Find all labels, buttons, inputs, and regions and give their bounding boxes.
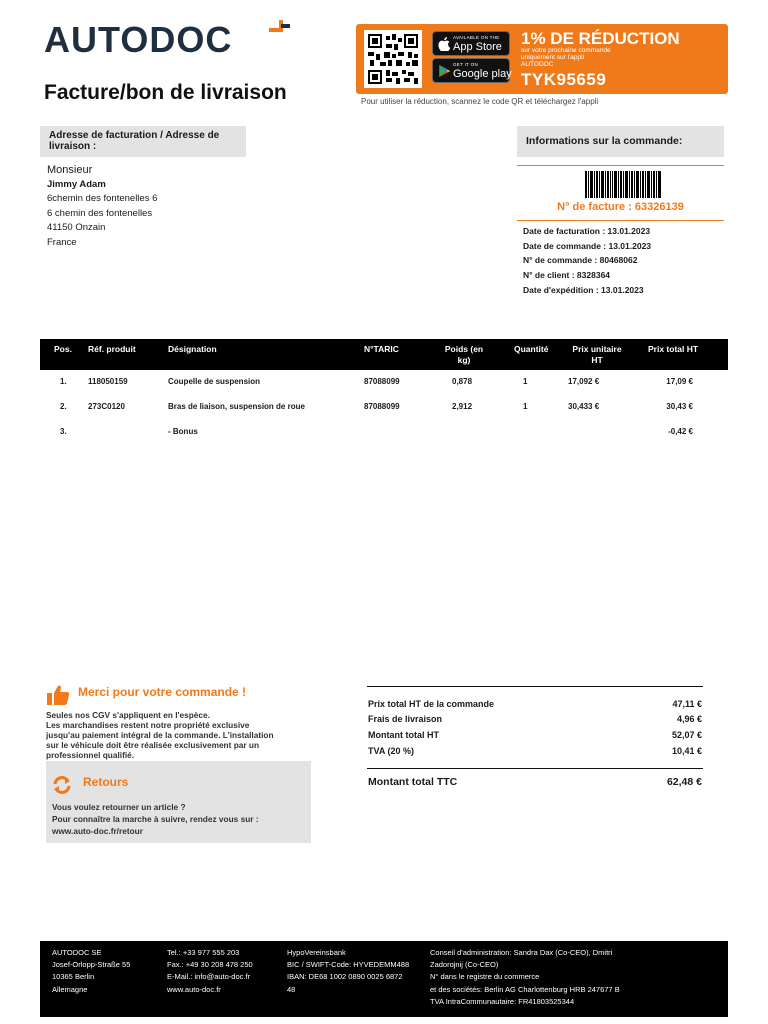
col-weight — [432, 344, 496, 366]
promo-code: TYK95659 — [521, 70, 607, 89]
cell-total: -0,42 € — [668, 427, 693, 436]
returns-line: Vous voulez retourner un article ? — [52, 802, 186, 812]
col-ref: Réf. produit — [88, 344, 136, 354]
cell-ref: 118050159 — [88, 377, 128, 386]
logo-wordmark: AUTODOC — [44, 19, 233, 60]
cell-designation: - Bonus — [168, 427, 198, 436]
cell-designation: Bras de liaison, suspension de roue — [168, 402, 305, 411]
cell-taric: 87088099 — [364, 377, 400, 386]
order-meta — [523, 224, 651, 298]
google-play-icon — [438, 64, 451, 78]
footer-legal — [430, 947, 620, 1008]
order-date: Date de commande : 13.01.2023 — [523, 240, 652, 251]
qr-code-icon — [368, 34, 418, 84]
divider — [517, 165, 724, 166]
total-label: Frais de livraison — [368, 714, 443, 724]
cell-weight: 0,878 — [452, 377, 473, 386]
promo-subtext-line: uniquement sur l'appli — [521, 54, 585, 61]
footer-company — [52, 947, 130, 996]
col-unit-price-line: HT — [591, 355, 603, 365]
footer-contact — [167, 947, 253, 996]
table-row — [40, 402, 728, 422]
footer-line: Allemagne — [52, 984, 88, 994]
cell-total: 30,43 € — [666, 402, 693, 411]
apple-icon — [438, 37, 451, 51]
address-line: 6 chemin des fontenelles — [47, 207, 153, 219]
logo-arrow-icon — [266, 16, 294, 40]
autodoc-logo — [44, 16, 294, 64]
grand-total-label: Montant total TTC — [368, 776, 458, 788]
qr-code[interactable] — [364, 30, 422, 88]
refresh-icon — [52, 775, 72, 795]
cell-pos: 2. — [60, 402, 67, 411]
footer-line: N° dans le registre du commerce — [430, 972, 540, 982]
billing-address — [47, 163, 157, 250]
col-taric: N°TARIC — [364, 344, 399, 354]
col-weight-line: kg) — [457, 355, 471, 365]
footer-line: Conseil d'administration: Sandra Dax (Co-CEO), Dmitri — [430, 948, 613, 957]
cell-unit-price: 17,092 € — [568, 377, 600, 386]
footer — [40, 941, 728, 1017]
total-label: Montant total HT — [368, 730, 439, 740]
returns-line: Pour connaître la marche à suivre, rendez vous sur : — [52, 814, 259, 824]
returns-link[interactable]: www.auto-doc.fr/retour — [52, 826, 143, 836]
thanks-title: Merci pour votre commande ! — [78, 685, 247, 699]
app-store-button[interactable] — [432, 31, 510, 56]
col-pos: Pos. — [54, 344, 72, 354]
terms-line: Seules nos CGV s'appliquent en l'espèce. — [46, 710, 210, 720]
col-total: Prix total HT — [648, 344, 699, 354]
total-value: 10,41 € — [671, 746, 702, 756]
address-country: France — [47, 236, 77, 248]
thumbs-up-icon — [46, 684, 70, 706]
cell-qty: 1 — [523, 377, 528, 386]
footer-line: AUTODOC SE — [52, 948, 102, 957]
promo-headline: 1% DE RÉDUCTION — [521, 29, 680, 48]
google-play-label: Google play — [453, 68, 512, 80]
billing-address-header: Adresse de facturation / Adresse de livraison : — [40, 126, 246, 157]
total-value: 47,11 € — [672, 699, 702, 709]
footer-line: 48 — [287, 984, 296, 994]
total-label: TVA (20 %) — [368, 746, 415, 756]
terms-text — [46, 710, 314, 760]
cell-pos: 3. — [60, 427, 67, 436]
cell-unit-price: 30,433 € — [568, 402, 600, 411]
shipping-date: Date d'expédition : 13.01.2023 — [523, 284, 644, 295]
cell-pos: 1. — [60, 377, 67, 386]
total-value: 52,07 € — [671, 730, 702, 740]
table-row — [40, 377, 728, 397]
returns-text — [52, 801, 307, 837]
total-value: 4,96 € — [676, 714, 702, 724]
cell-taric: 87088099 — [364, 402, 400, 411]
footer-email[interactable]: E-Mail.: info@auto-doc.fr — [167, 972, 251, 982]
google-play-small-text: GET IT ON — [453, 62, 479, 67]
footer-website-link[interactable]: www.auto-doc.fr — [167, 984, 221, 994]
footer-line: TVA IntraCommunautaire: FR41803525344 — [430, 996, 575, 1006]
address-line: 6chemin des fontenelles 6 — [47, 193, 158, 204]
footer-line: Zadorojnij (Co-CEO) — [430, 960, 499, 970]
terms-line: sur le véhicule doit être réalisée exclusivement par un — [46, 740, 260, 750]
terms-line: professionnel qualifié. — [46, 750, 135, 760]
app-store-label: App Store — [453, 41, 502, 53]
footer-line: Josef-Orlopp-Straße 55 — [52, 960, 131, 970]
footer-bank — [287, 947, 409, 996]
col-qty: Quantité — [514, 344, 549, 354]
footer-line: HypoVereinsbank — [287, 948, 346, 957]
promo-subtext — [521, 47, 721, 68]
terms-line: Les marchandises restent notre propriété exclusive — [46, 720, 250, 730]
footer-line: Tel.: +33 977 555 203 — [167, 948, 240, 957]
divider — [367, 768, 703, 769]
footer-line: BIC / SWIFT-Code: HYVEDEMM488 — [287, 960, 410, 970]
cell-total: 17,09 € — [666, 377, 693, 386]
app-store-small-text: AVAILABLE ON THE — [453, 35, 500, 40]
footer-line: 10365 Berlin — [52, 972, 95, 982]
table-row — [40, 427, 728, 447]
col-unit-price-line: Prix unitaire — [572, 344, 622, 354]
returns-title: Retours — [83, 775, 129, 789]
address-city: 41150 Onzain — [47, 222, 106, 233]
terms-line: jusqu'au paiement intégral de la commande. L'installation — [46, 730, 274, 740]
civility: Monsieur — [47, 164, 93, 176]
order-info-header: Informations sur la commande: — [517, 126, 724, 157]
cell-qty: 1 — [523, 402, 528, 411]
promo-subtext-line: AUTODOC — [521, 61, 554, 68]
google-play-button[interactable] — [432, 58, 510, 83]
promo-subtext-line: sur votre prochaine commande — [521, 47, 611, 54]
order-number: N° de commande : 80468062 — [523, 255, 638, 266]
cell-ref: 273C0120 — [88, 402, 125, 411]
total-label: Prix total HT de la commande — [368, 699, 495, 709]
customer-number: N° de client : 8328364 — [523, 270, 611, 281]
invoice-number: N° de facture : 63326139 — [557, 201, 684, 213]
promo-note: Pour utiliser la réduction, scannez le code QR et téléchargez l'appli — [361, 97, 599, 106]
cell-designation: Coupelle de suspension — [168, 377, 261, 386]
page-title: Facture/bon de livraison — [44, 81, 287, 104]
customer-name: Jimmy Adam — [47, 178, 106, 190]
grand-total-value: 62,48 € — [666, 776, 702, 788]
items-table-header — [40, 339, 728, 370]
cell-weight: 2,912 — [452, 402, 473, 411]
footer-line: Fax.: +49 30 208 478 250 — [167, 960, 253, 970]
app-promo-banner[interactable] — [356, 24, 728, 94]
col-designation: Désignation — [168, 344, 217, 354]
invoice-date: Date de facturation : 13.01.2023 — [523, 226, 651, 236]
returns-box — [46, 761, 311, 843]
divider — [367, 686, 703, 687]
footer-line: et des sociétés: Berlin AG Charlottenburg HRB 247677 B — [430, 984, 620, 994]
footer-line: IBAN: DE68 1002 0890 0025 6872 — [287, 972, 403, 982]
divider — [517, 220, 724, 221]
barcode-icon — [585, 171, 661, 198]
col-weight-line: Poids (en — [444, 344, 484, 354]
col-unit-price — [562, 344, 632, 366]
